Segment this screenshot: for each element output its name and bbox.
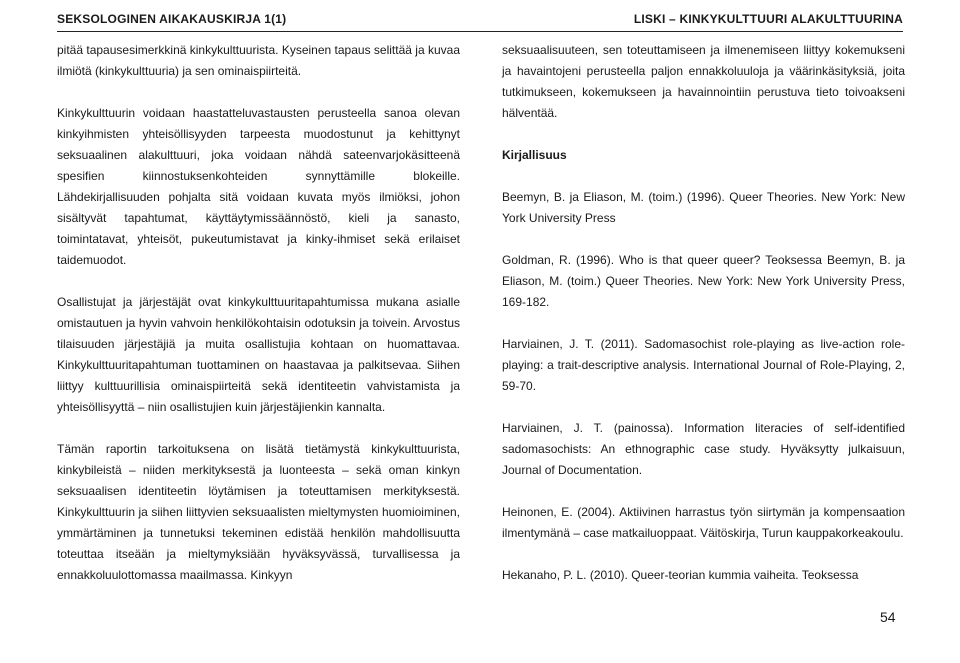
body-paragraph: pitää tapausesimerkkinä kinkykulttuurista. Kyseinen tapaus selittää ja kuvaa ilmiötä (kinkykulttuuria) ja sen ominaispiirteitä. xyxy=(57,43,460,78)
header-divider xyxy=(57,31,903,32)
reference-item: Harviainen, J. T. (painossa). Information literacies of self-identified sadomasochists: An ethnographic case study. Hyväksytty julkaisuun, Journal of Documentation. xyxy=(502,421,905,477)
left-column xyxy=(57,40,460,586)
page-number: 54 xyxy=(880,609,896,625)
reference-item: Heinonen, E. (2004). Aktiivinen harrastus työn siirtymän ja kompensaation ilmentymänä – case matkailuoppaat. Väitöskirja, Turun kauppakorkeakoulu. xyxy=(502,505,905,540)
body-paragraph: Kinkykulttuurin voidaan haastatteluvastausten perusteella sanoa olevan kinkyihmisten yhteisöllisyyden tarpeesta muodostunut ja kehittynyt seksuaalinen alakulttuuri, joka voidaan nähdä sateenvarjokäsitteenä spesifien kiinnostuksenkohteiden synnyttämille blokeille. Lähdekirjallisuuden pohjalta sitä voidaan kuvata myös ilmiöksi, johon sisältyvät tapahtumat, käyttäytymissäännöstö, kieli ja sanasto, toimintatavat, yhteisöt, pukeutumistavat ja kinky-ihmiset sekä erilaiset taidemuodot. xyxy=(57,106,460,267)
reference-item: Beemyn, B. ja Eliason, M. (toim.) (1996). Queer Theories. New York: New York University Press xyxy=(502,190,905,225)
right-column xyxy=(502,40,905,586)
reference-item: Hekanaho, P. L. (2010). Queer-teorian kummia vaiheita. Teoksessa xyxy=(502,568,859,582)
section-heading: Kirjallisuus xyxy=(502,148,567,162)
reference-item: Goldman, R. (1996). Who is that queer queer? Teoksessa Beemyn, B. ja Eliason, M. (toim.) Queer Theories. New York: New York University Press, 169-182. xyxy=(502,253,905,309)
body-paragraph: Tämän raportin tarkoituksena on lisätä tietämystä kinkykulttuurista, kinkybileistä – niiden merkityksestä ja luonteesta – sekä oman kinkyn seksuaalisen identiteetin löytämisen ja toteuttamisen merkityksestä. Kinkykulttuurin ja siihen liittyvien seksuaalisten mieltymysten huomioiminen, ymmärtäminen ja tunnetuksi tekeminen edistää henkilön mahdollisuutta toteuttaa itseään ja mieltymyksiään hyväksyvässä, turvallisessa ja ennakkoluulottomassa maailmassa. Kinkyyn xyxy=(57,442,460,582)
running-header-article: LISKI – KINKYKULTTUURI ALAKULTTUURINA xyxy=(633,12,903,26)
body-paragraph: Osallistujat ja järjestäjät ovat kinkykulttuuritapahtumissa mukana asialle omistautuen ja hyvin vahvoin henkilökohtaisin odotuksin ja toivein. Arvostus tilaisuuden järjestäjiä ja muita osallistujia kohtaan on huomattavaa. Kinkykulttuuritapahtuman tuottaminen on haastavaa ja palkitsevaa. Siihen liittyy kulttuurillisia ominaispiirteitä sekä identiteetin vahvistamista ja yhteisöllisyyttä – niin osallistujien kuin järjestäjienkin kannalta. xyxy=(57,295,460,414)
reference-item: Harviainen, J. T. (2011). Sadomasochist role-playing as live-action role-playing: a trait-descriptive analysis. International Journal of Role-Playing, 2, 59-70. xyxy=(502,337,905,393)
running-header-journal: SEKSOLOGINEN AIKAKAUSKIRJA 1(1) xyxy=(57,12,287,26)
body-paragraph: seksuaalisuuteen, sen toteuttamiseen ja ilmenemiseen liittyy kokemukseni ja havaintojeni perusteella paljon ennakkoluuloja ja väärinkäsityksiä, joita tutkimukseen, kokemukseen ja havainnointiin perustuva tieto toivoakseni hälventää. xyxy=(502,43,905,120)
